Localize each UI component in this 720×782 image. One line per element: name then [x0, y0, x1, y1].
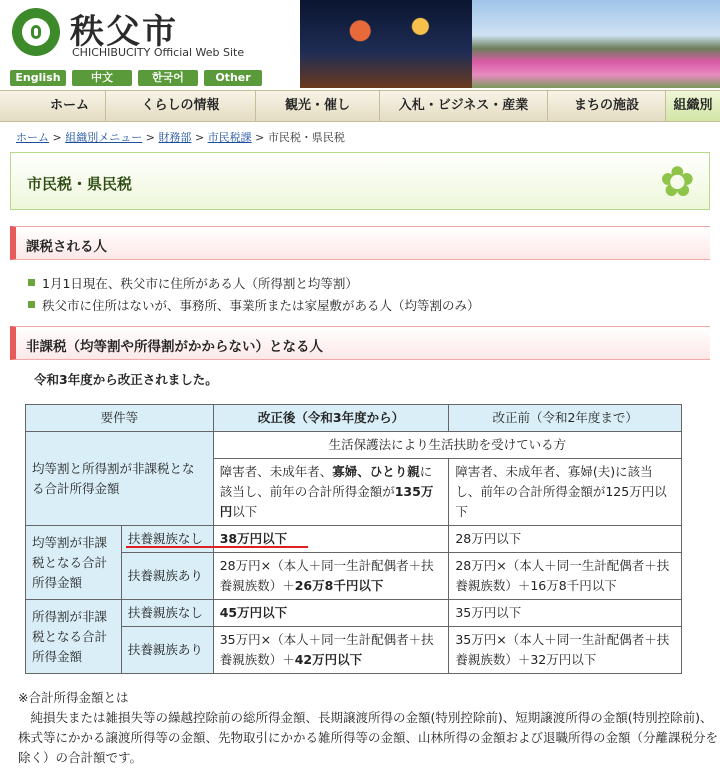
shibazakura-photo [472, 0, 720, 88]
revision-note: 令和3年度から改正されました。 [34, 372, 218, 387]
sub-label-none: 扶養親族なし [121, 600, 213, 627]
lang-chinese[interactable]: 中文 [72, 70, 132, 86]
sub-label-some: 扶養親族あり [121, 627, 213, 674]
table-cell: 38万円以下 [213, 526, 449, 553]
highlight-underline [126, 546, 308, 548]
table-cell: 障害者、未成年者、寡婦(夫)に該当し、前年の合計所得金額が125万円以下 [449, 459, 682, 526]
footnote [18, 688, 718, 768]
nav-facilities[interactable]: まちの施設 [548, 91, 666, 121]
nav-home[interactable]: ホーム [0, 91, 106, 121]
maple-leaf-icon: ✿ [659, 157, 695, 206]
nav-business[interactable]: 入札・ビジネス・産業 [380, 91, 548, 121]
col-header-after: 改正後（令和3年度から） [213, 405, 449, 432]
lang-korean[interactable]: 한국어 [138, 70, 198, 86]
table-cell: 35万円×（本人＋同一生計配偶者＋扶養親族数）＋32万円以下 [449, 627, 682, 674]
row-label-both: 均等割と所得割が非課税となる合計所得金額 [26, 432, 214, 526]
site-subtitle: CHICHIBUCITY Official Web Site [72, 46, 245, 59]
col-header-before: 改正前（令和2年度まで） [449, 405, 682, 432]
global-nav [0, 90, 720, 122]
page-title: 市民税・県民税 [27, 175, 133, 193]
breadcrumb: ホーム > 組織別メニュー > 財務部 > 市民税課 > 市民税・県民税 [16, 131, 345, 144]
nav-living[interactable]: くらしの情報 [106, 91, 256, 121]
col-header-req: 要件等 [26, 405, 214, 432]
list-item: 1月1日現在、秩父市に住所がある人（所得割と均等割） [28, 274, 480, 292]
breadcrumb-home[interactable]: ホーム [16, 131, 49, 144]
table-cell: 28万円×（本人＋同一生計配偶者＋扶養親族数）＋16万8千円以下 [449, 553, 682, 600]
page-title-box [10, 152, 710, 210]
city-emblem-icon[interactable] [12, 8, 60, 56]
nav-organization[interactable]: 組織別 [666, 91, 720, 121]
festival-photo [300, 0, 472, 88]
section-heading-nontaxable: 非課税（均等割や所得割がかからない）となる人 [10, 326, 710, 360]
footnote-body: 純損失または雑損失等の繰越控除前の総所得金額、長期譲渡所得の金額(特別控除前)、短期譲渡所得の金額(特別控除前)、株式等にかかる譲渡所得等の金額、先物取引にかかる雑所得等の金額、山林所得の金額および退職所得の金額（分離課税分を除く）の合計額です。 [18, 710, 719, 765]
sub-label-none: 扶養親族なし [121, 526, 213, 553]
taxable-list [28, 274, 480, 318]
table-cell: 28万円×（本人＋同一生計配偶者＋扶養親族数）＋26万8千円以下 [213, 553, 449, 600]
breadcrumb-current: 市民税・県民税 [267, 131, 345, 144]
list-item: 秩父市に住所はないが、事務所、事業所または家屋敷がある人（均等割のみ） [28, 296, 480, 314]
table-cell: 35万円×（本人＋同一生計配偶者＋扶養親族数）＋42万円以下 [213, 627, 449, 674]
table-cell: 28万円以下 [449, 526, 682, 553]
sub-label-some: 扶養親族あり [121, 553, 213, 600]
row-label-equal: 均等割が非課税となる合計所得金額 [26, 526, 122, 600]
breadcrumb-tax-division[interactable]: 市民税課 [207, 131, 252, 144]
site-title[interactable]: 秩父市 [70, 12, 178, 52]
table-cell: 35万円以下 [449, 600, 682, 627]
section-heading-taxable: 課税される人 [10, 226, 710, 260]
table-cell: 45万円以下 [213, 600, 449, 627]
footnote-title: ※合計所得金額とは [18, 690, 129, 705]
row-label-income: 所得割が非課税となる合計所得金額 [26, 600, 122, 674]
lang-other[interactable]: Other [204, 70, 262, 86]
nav-tourism[interactable]: 観光・催し [256, 91, 380, 121]
site-header [0, 0, 720, 90]
breadcrumb-finance[interactable]: 財務部 [158, 131, 192, 144]
table-cell: 生活保護法により生活扶助を受けている方 [213, 432, 681, 459]
table-cell: 障害者、未成年者、寡婦、ひとり親に該当し、前年の合計所得金額が135万円以下 [213, 459, 449, 526]
tax-table [25, 404, 682, 674]
breadcrumb-org-menu[interactable]: 組織別メニュー [65, 131, 143, 144]
lang-english[interactable]: English [10, 70, 66, 86]
